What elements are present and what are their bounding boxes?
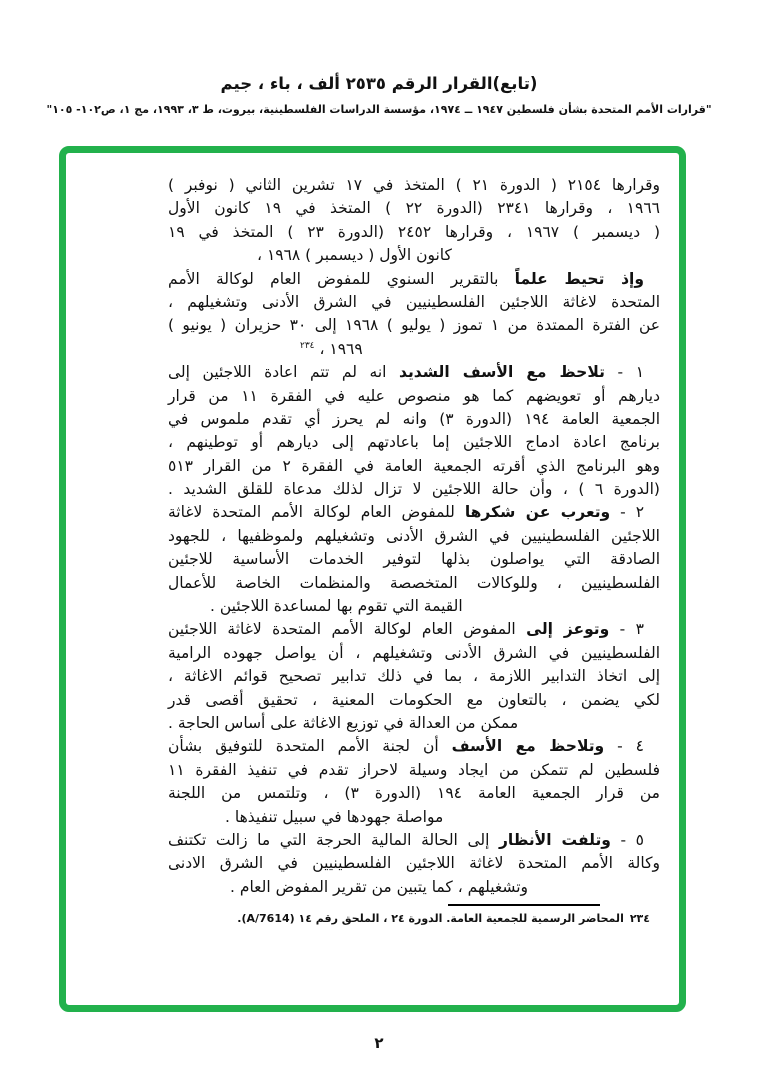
footnote-text: المحاضر الرسمية للجمعية العامة. الدورة ٢٤ ، الملحق رقم ١٤ (A/7614). <box>237 912 624 925</box>
lead-bold-text: وتلاحظ مع الأسف <box>451 737 605 756</box>
text-line: وتشغيلهم ، كما يتبين من تقرير المفوض العام . <box>230 877 529 896</box>
text-line: ١٩٦٦ ، وقرارها ٢٣٤١ (الدورة ٢٢ ) المتخذ في ١٩ كانون الأول <box>168 199 660 218</box>
lead-rest-text: انه لم تتم اعادة اللاجئين إلى <box>168 363 400 382</box>
page-number: ٢ <box>374 1034 384 1052</box>
footnote-ref: ٢٣٤ <box>300 340 315 351</box>
text-line: القيمة التي تقوم بها لمساعدة اللاجئين . <box>210 597 463 616</box>
text-line: المتحدة لاغاثة اللاجئين الفلسطينيين في الشرق الأدنى وتشغيلهم ، <box>168 292 660 311</box>
text-line: الجمعية العامة ١٩٤ (الدورة ٣) وانه لم يحرز أي تقدم ملموس في <box>168 409 661 428</box>
lead-bold-text: وتلفت الأنظار <box>498 830 611 849</box>
text-line: وكالة الأمم المتحدة لاغاثة اللاجئين الفلسطينيين في الشرق الادنى <box>168 854 660 873</box>
resolution-text <box>168 174 660 899</box>
lead-rest-text: للمفوض العام لوكالة الأمم المتحدة لاغاثة <box>168 503 465 522</box>
footnote-marker: ٢٣٤ <box>629 912 650 925</box>
lead-bold-text: تلاحظ مع الأسف الشديد <box>399 363 605 382</box>
text-line: ممكن من العدالة في توزيع الاغاثة على أساس الحاجة . <box>168 713 519 732</box>
paragraph-lead-line <box>168 501 660 524</box>
text-line: كانون الأول ( ديسمبر ) ١٩٦٨ ، <box>257 246 452 265</box>
text-line: فلسطين لم تتمكن من ايجاد وسيلة لاحراز تقدم في تنفيذ الفقرة ١١ <box>168 760 660 779</box>
paragraph-taking-note <box>168 268 660 362</box>
paragraph-number: ٢ - <box>610 503 645 522</box>
lead-bold-text: وإذ تحيط علماً <box>514 269 644 288</box>
text-line: وهو البرنامج الذي أقرته الجمعية العامة في الفقرة ٢ من القرار ٥١٣ <box>168 456 660 475</box>
paragraph-lead-line <box>168 268 660 291</box>
paragraph-number: ٣ - <box>609 620 644 639</box>
document-source-citation: "قرارات الأمم المتحدة بشأن فلسطين ١٩٤٧ ــ ١٩٧٤، مؤسسة الدراسات الفلسطينية، بيروت، ط ٣، ١٩٩٣، مج ١، ص١٠٢- ١٠٥" <box>46 103 712 116</box>
text-line: ( ديسمبر ) ١٩٦٧ ، وقرارها ٢٤٥٢ (الدورة ٢٣ ) المتخذ في ١٩ <box>168 222 660 241</box>
footnote <box>168 912 662 925</box>
text-line: وقرارها ٢١٥٤ ( الدورة ٢١ ) المتخذ في ١٧ تشرين الثاني ( نوفبر ) <box>168 176 660 194</box>
text-line: عن الفترة الممتدة من ١ تموز ( يوليو ) ١٩٦٨ إلى ٣٠ حزيران ( يونيو ) <box>168 316 661 335</box>
text-line: من قرار الجمعية العامة ١٩٤ (الدورة ٣) ، وتلتمس من اللجنة <box>168 784 660 803</box>
text-line: (الدورة ٦ ) ، وأن حالة اللاجئين لا تزال لذلك مدعاة للقلق الشديد . <box>168 480 660 499</box>
paragraph-number: ٥ - <box>610 830 644 849</box>
text-line: الفلسطينيين ، وللوكالات المتخصصة والمنظمات الخاصة للأعمال <box>168 573 660 592</box>
paragraph-lead-line <box>168 829 660 852</box>
text-line: الفلسطينيين في الشرق الأدنى وتشغيلهم ، أن يواصل جهوده الرامية <box>168 643 660 662</box>
document-title: (تابع)القرار الرقم ٢٥٣٥ ألف ، باء ، جيم <box>220 74 538 93</box>
text-line: لكي يضمن ، بالتعاون مع الحكومات المعنية ، تحقيق أقصى قدر <box>168 690 660 709</box>
text-line: إلى اتخاذ التدابير اللازمة ، بما في ذلك تدابير تصحيح قوائم الاغاثة ، <box>168 667 660 686</box>
paragraph-operative-5 <box>168 829 660 899</box>
paragraph-operative-3 <box>168 618 660 735</box>
lead-bold-text: وتوعز إلى <box>526 620 610 639</box>
paragraph-preamble-resolutions <box>168 174 660 268</box>
lead-rest-text: إلى الحالة المالية الحرجة التي ما زالت تكتنف <box>168 830 499 849</box>
paragraph-operative-4 <box>168 735 660 829</box>
lead-bold-text: وتعرب عن شكرها <box>464 503 611 522</box>
text-line: مواصلة جهودها في سبيل تنفيذها . <box>225 807 444 826</box>
lead-rest-text: أن لجنة الأمم المتحدة للتوفيق بشأن <box>168 737 452 756</box>
paragraph-operative-2 <box>168 501 660 618</box>
text-line: الصادقة التي يواصلون بذلها لتوفير الخدمات الأساسية للاجئين <box>168 550 660 569</box>
paragraph-number: ٤ - <box>604 737 644 756</box>
text-line: برنامج اعادة ادماج اللاجئين إما باعادتهم إلى ديارهم أو توطينهم ، <box>168 433 660 452</box>
paragraph-lead-line <box>168 735 660 758</box>
paragraph-lead-line <box>168 361 660 384</box>
paragraph-number: ١ - <box>604 363 645 382</box>
lead-rest-text: بالتقرير السنوي للمفوض العام لوكالة الأمم <box>168 269 515 288</box>
text-line <box>168 338 660 361</box>
paragraph-lead-line <box>168 618 660 641</box>
lead-rest-text: المفوض العام لوكالة الأمم المتحدة لاغاثة اللاجئين <box>168 620 527 639</box>
text-line: اللاجئين الفلسطينيين في الشرق الأدنى وتشغيلهم ولموظفيها ، للجهود <box>168 526 660 545</box>
text-line: ديارهم أو تعويضهم كما هو منصوص عليه في الفقرة ١١ من قرار <box>168 386 660 405</box>
line-text: ١٩٦٩ ، <box>314 339 363 358</box>
footnote-separator <box>448 904 600 906</box>
paragraph-operative-1 <box>168 361 660 501</box>
